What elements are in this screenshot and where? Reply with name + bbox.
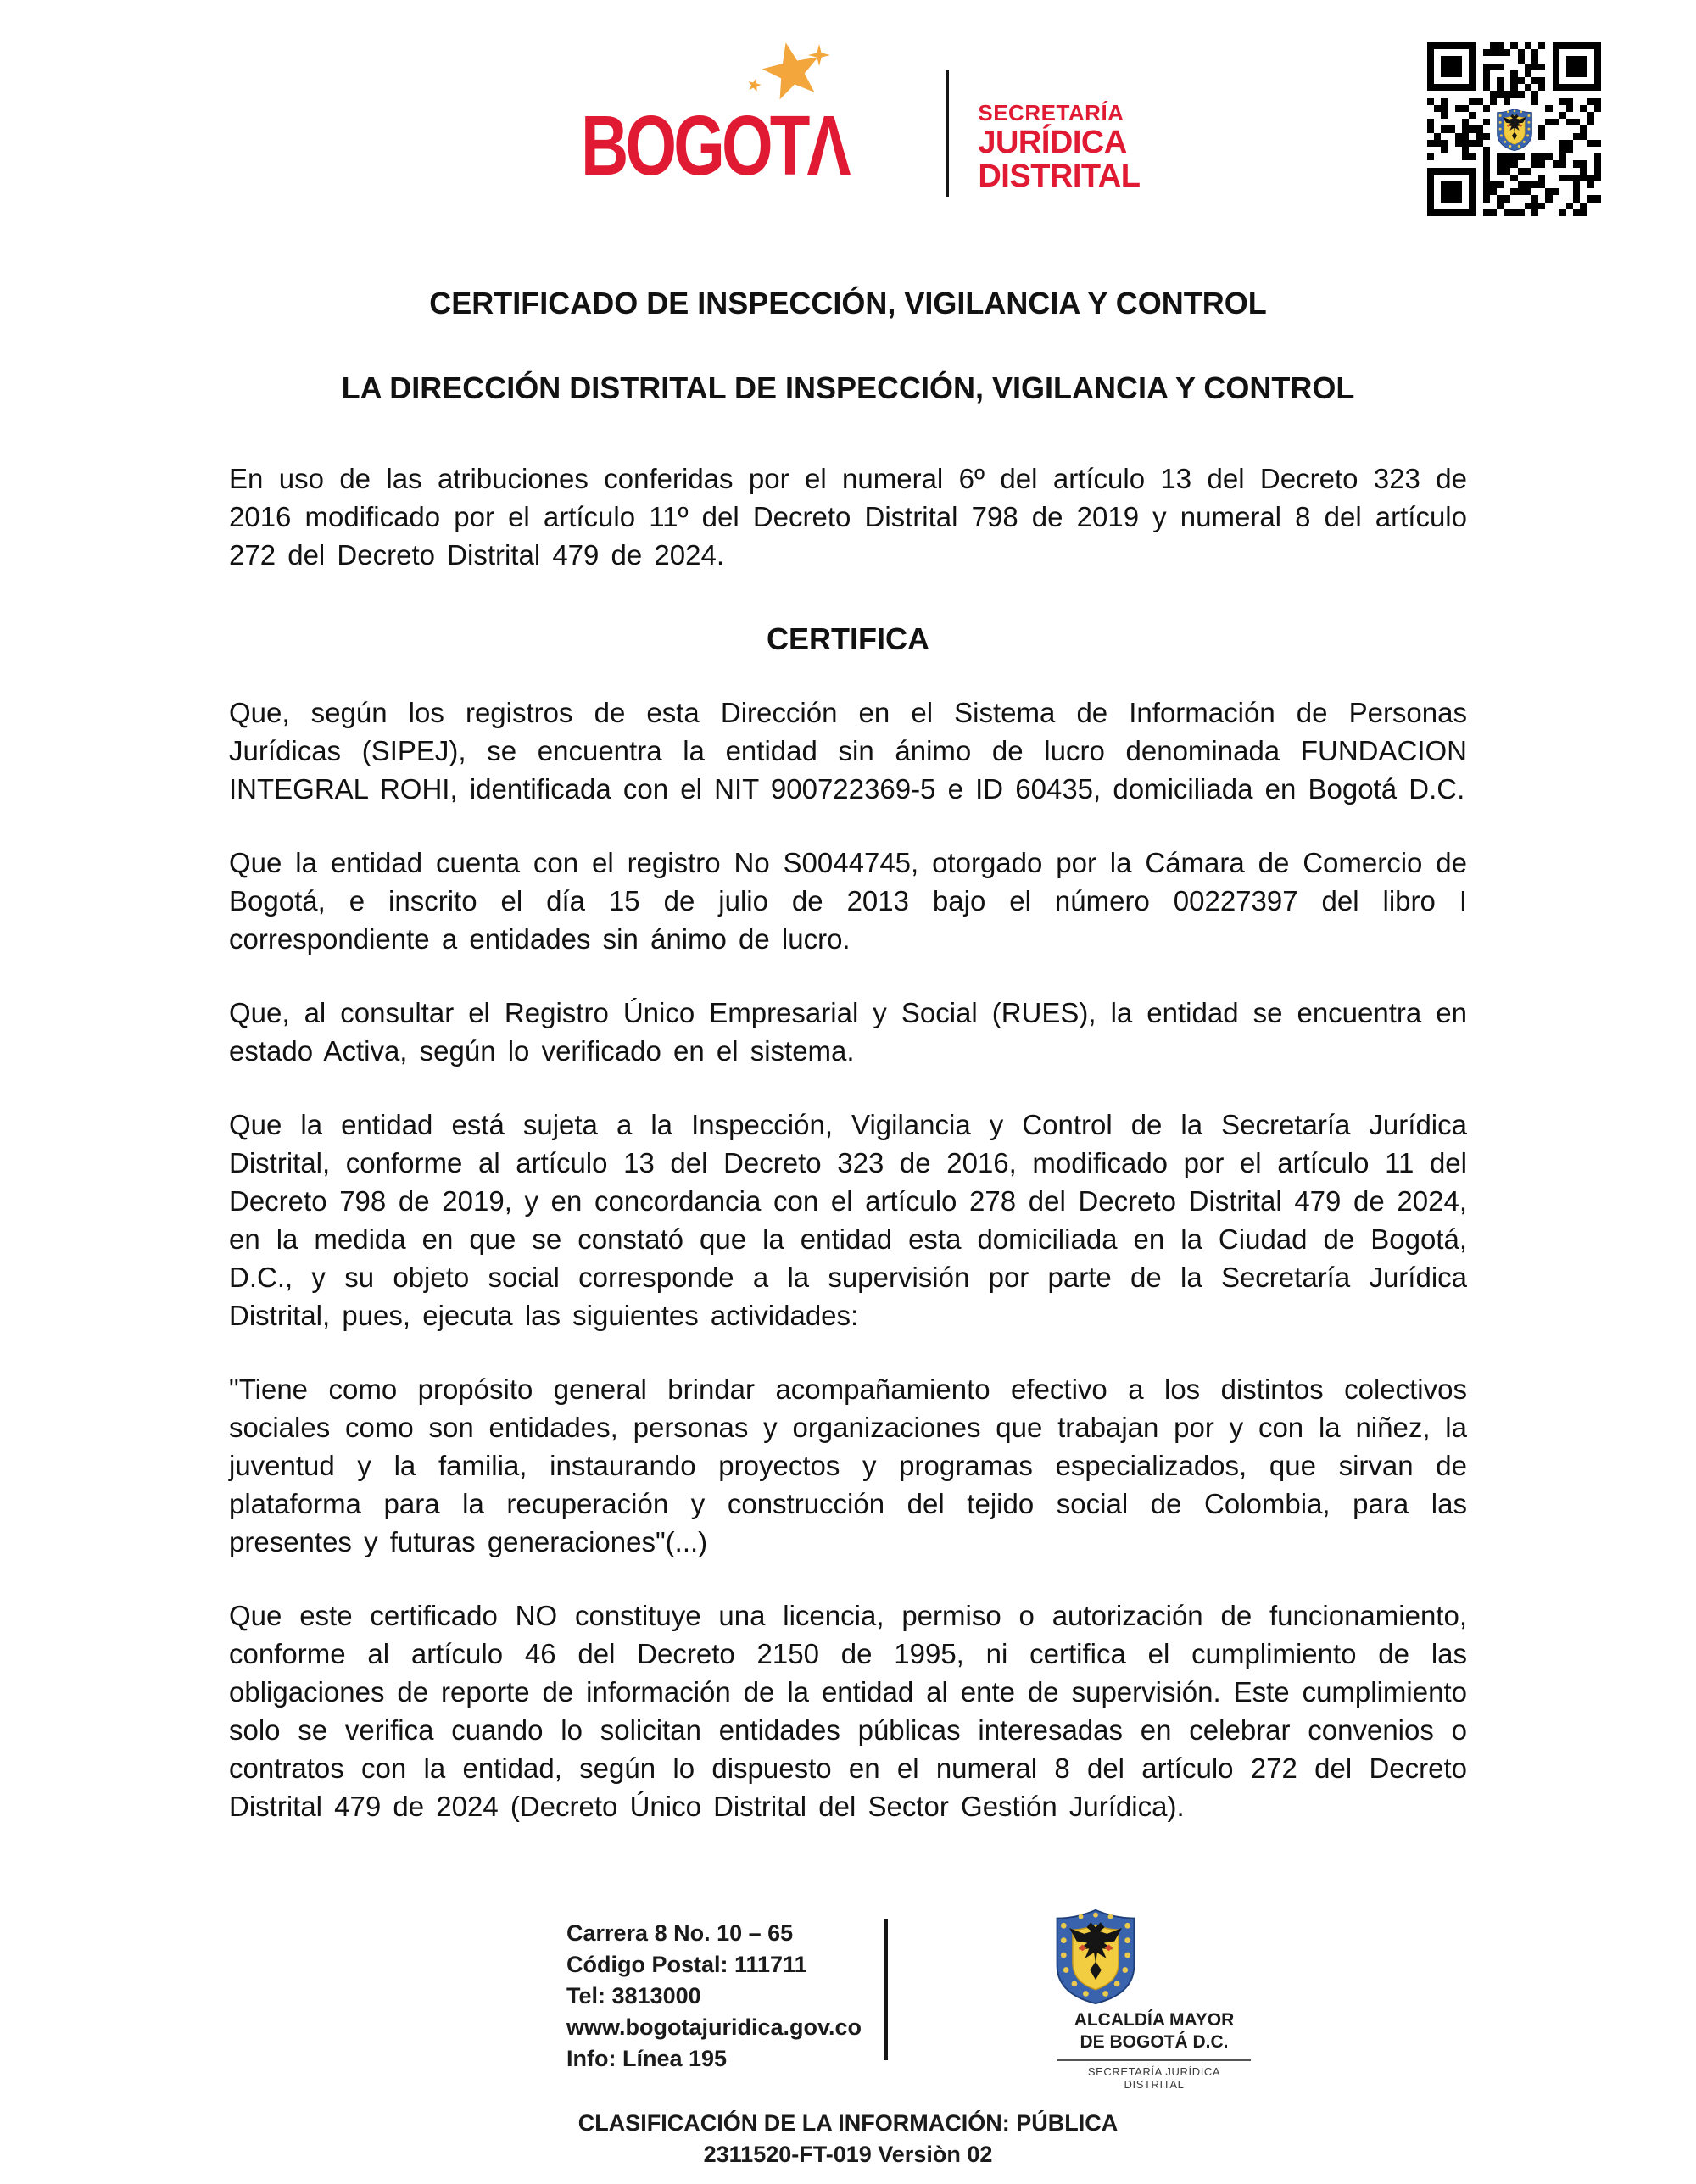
form-code-text: 2311520-FT-019 Versiòn 02: [703, 2142, 993, 2167]
address-block: [566, 1918, 862, 2075]
paragraph-rues: Que, al consultar el Registro Único Empresarial y Social (RUES), la entidad se encuentra en estado Activa, según lo verificado en el sistema.: [229, 997, 1467, 1067]
alcaldia-title-line1: ALCALDÍA MAYOR: [1074, 2010, 1235, 2030]
qr-code: [1427, 42, 1601, 216]
classification-text: CLASIFICACIÓN DE LA INFORMACIÓN: PÚBLICA: [577, 2110, 1119, 2136]
document-footer: [0, 1906, 1696, 2108]
alcaldia-seal: [1054, 1908, 1254, 2091]
alcaldia-title-line2: DE BOGOTÁ D.C.: [1080, 2032, 1229, 2052]
sparkle-star-icon: [808, 44, 830, 66]
paragraph-sujecion: Que la entidad está sujeta a la Inspección, Vigilancia y Control de la Secretaría Jurídica Distrital, conforme al artículo 13 del Decreto 323 de 2016, modificado por el artículo 11 del Decreto 798 de 2019, y en concordancia con el artículo 278 del Decreto Distrital 479 de 2024, en la medida en que se constató que la entidad esta domiciliada en la Ciudad de Bogotá, D.C., y su objeto social corresponde a la supervisión por parte de la Secretaría Jurídica Distrital, pues, ejecuta las siguientes actividades:: [229, 1109, 1467, 1331]
info-line: Info: Línea 195: [566, 2046, 728, 2071]
bogota-wordmark-text: BOGOT: [581, 98, 807, 193]
website-line: www.bogotajuridica.gov.co: [566, 2014, 862, 2040]
bogota-wordmark-lambda: Λ: [806, 98, 851, 193]
alcaldia-shield-icon: [1054, 1908, 1137, 2006]
address-line: Carrera 8 No. 10 – 65: [566, 1920, 794, 1946]
bogota-wordmark: [581, 98, 851, 193]
certifica-heading: CERTIFICA: [767, 621, 929, 656]
secretaria-line: SECRETARÍA: [978, 100, 1124, 125]
classification-block: [0, 2108, 1696, 2184]
distrital-line: DISTRITAL: [978, 159, 1141, 194]
document-title: CERTIFICADO DE INSPECCIÓN, VIGILANCIA Y CONTROL: [429, 286, 1267, 320]
address-line: Tel: 3813000: [566, 1983, 701, 2008]
paragraph-no-licencia: Que este certificado NO constituye una licencia, permiso o autorización de funcionamiento, conforme al artículo 46 del Decreto 2150 de 1995, ni certifica el cumplimiento de las obligaciones de reporte de información de la entidad al ente de supervisión. Este cumplimiento solo se verifica cuando lo solicitan entidades públicas interesadas en celebrar convenios o contratos con la entidad, según lo dispuesto en el numeral 8 del artículo 272 del Decreto Distrital 479 de 2024 (Decreto Único Distrital del Sector Gestión Jurídica).: [229, 1600, 1467, 1822]
secretaria-juridica-logotype: [978, 100, 1140, 193]
intro-paragraph: En uso de las atribuciones conferidas por el numeral 6º del artículo 13 del Decreto 323 de 2016 modificado por el artículo 11º del Decreto Distrital 798 de 2019 y numeral 8 del artículo 272 del Decreto Distrital 479 de 2024.: [229, 463, 1467, 571]
bogota-wordmark-group: [581, 41, 927, 193]
alcaldia-subtitle: SECRETARÍA JURÍDICA DISTRITAL: [1057, 2059, 1251, 2091]
document-body: [229, 246, 1467, 1853]
document-subtitle: LA DIRECCIÓN DISTRITAL DE INSPECCIÓN, VIGILANCIA Y CONTROL: [341, 370, 1355, 405]
paragraph-objeto-social: "Tiene como propósito general brindar acompañamiento efectivo a los distintos colectivos sociales como son entidades, personas y organizaciones que trabajan por y con la niñez, la juventud y la familia, instaurando proyectos y programas especializados, que sirvan de plataforma para la recuperación y construcción del tejido social de Colombia, para las presentes y futuras generaciones"(...): [229, 1373, 1467, 1557]
document-header: [0, 0, 1696, 246]
bogota-brand-logo: [581, 41, 1141, 194]
brand-divider-line: [946, 70, 949, 197]
footer-divider-line: [884, 1919, 888, 2060]
paragraph-sipej: Que, según los registros de esta Dirección en el Sistema de Información de Personas Jurídicas (SIPEJ), se encuentra la entidad sin ánimo de lucro denominada FUNDACION INTEGRAL ROHI, identificada con el NIT 900722369-5 e ID 60435, domiciliada en Bogotá D.C.: [229, 697, 1467, 805]
address-line: Código Postal: 111711: [566, 1952, 807, 1977]
juridica-line: JURÍDICA: [978, 125, 1127, 160]
bogota-coat-of-arms-icon: [1496, 108, 1533, 152]
paragraph-registro: Que la entidad cuenta con el registro No S0044745, otorgado por la Cámara de Comercio de Bogotá, e inscrito el día 15 de julio de 2013 bajo el número 00227397 del libro I correspondiente a entidades sin ánimo de lucro.: [229, 847, 1467, 955]
tiny-star-icon: [745, 76, 763, 94]
